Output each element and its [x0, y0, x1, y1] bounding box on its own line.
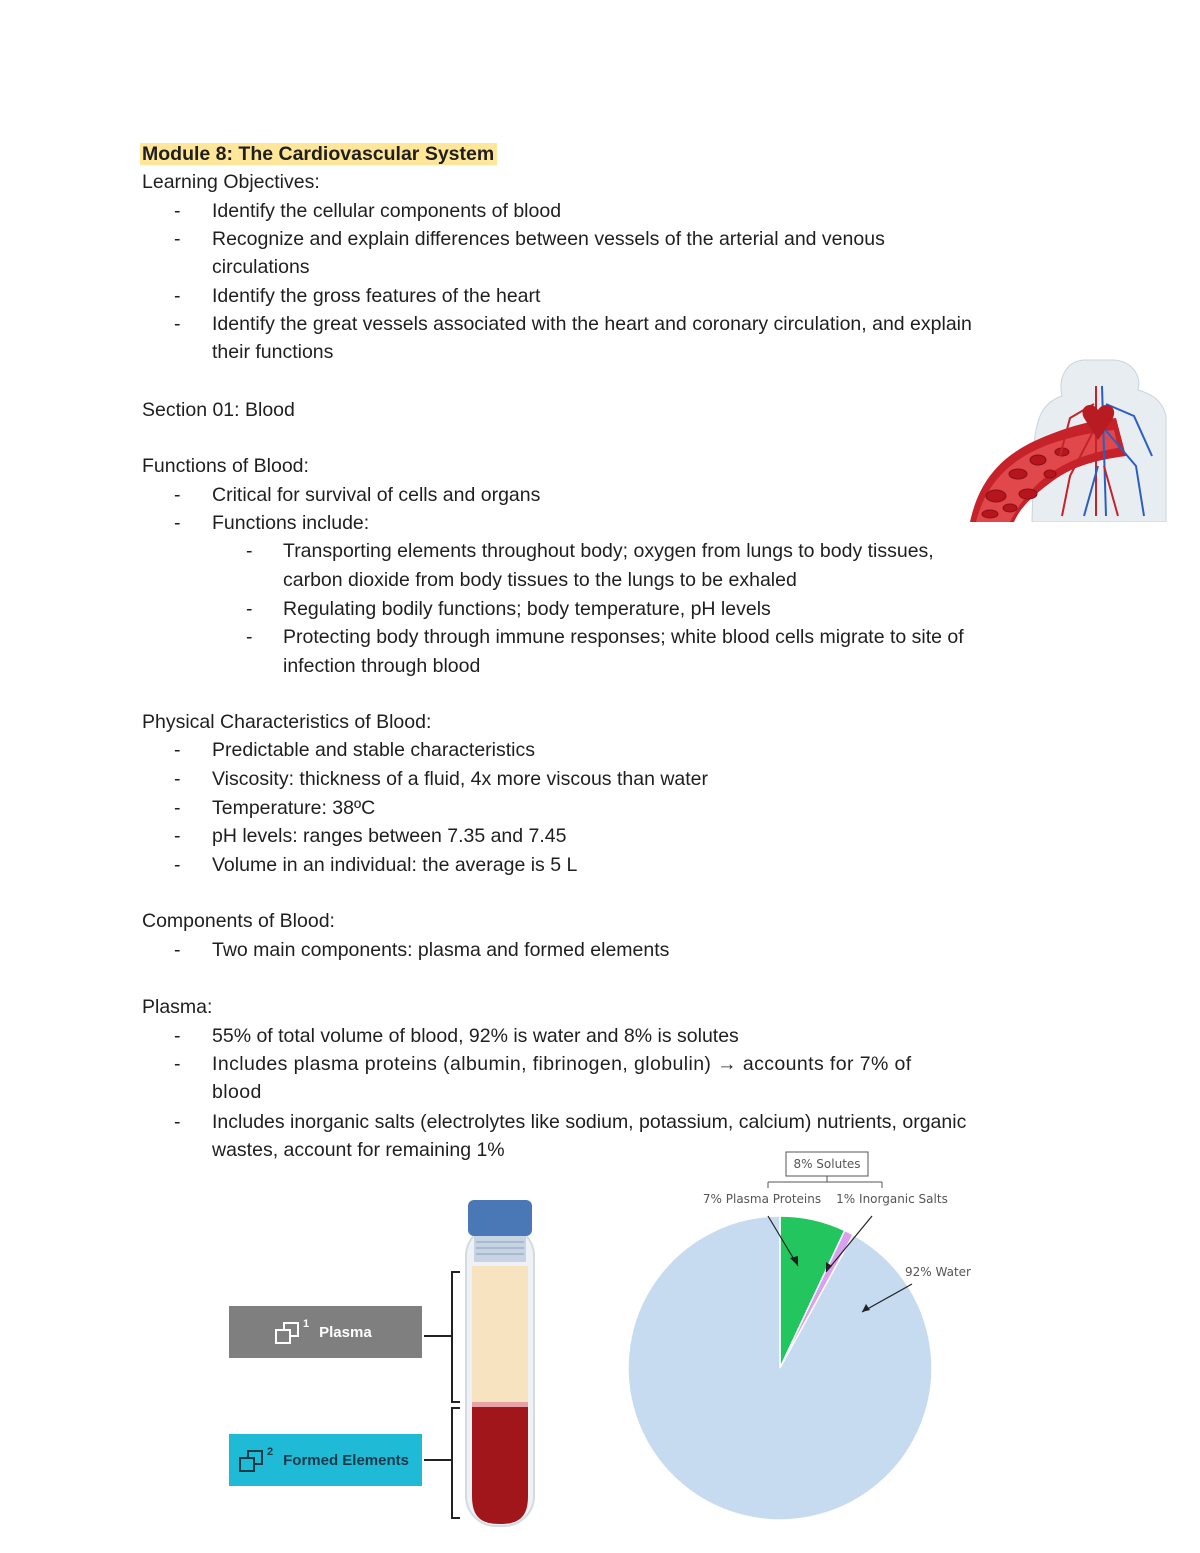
physical-item: pH levels: ranges between 7.35 and 7.45 [212, 825, 567, 847]
plasma-item: 55% of total volume of blood, 92% is water and 8% is solutes [212, 1025, 739, 1047]
plasma-item-cont: wastes, account for remaining 1% [212, 1139, 505, 1161]
function-subitem: Regulating bodily functions; body temperature, pH levels [283, 598, 771, 620]
bullet-dash: - [174, 285, 181, 307]
bullet-dash: - [174, 768, 181, 790]
function-subitem-cont: carbon dioxide from body tissues to the lungs to be exhaled [283, 569, 797, 591]
bullet-dash: - [174, 484, 181, 506]
module-title-wrap [140, 140, 497, 169]
objective-item-cont: their functions [212, 341, 334, 363]
pie-label-salts: 1% Inorganic Salts [836, 1192, 948, 1206]
objective-item: Identify the cellular components of blood [212, 200, 562, 222]
components-heading: Components of Blood: [142, 910, 335, 932]
sub-bullet-dash: - [246, 540, 253, 562]
physical-item: Viscosity: thickness of a fluid, 4x more viscous than water [212, 768, 709, 790]
physical-heading: Physical Characteristics of Blood: [142, 711, 432, 733]
layers-icon [275, 1322, 297, 1342]
plasma-item: Includes plasma proteins (albumin, fibrinogen, globulin) → accounts for 7% of [212, 1053, 912, 1075]
bullet-dash: - [174, 797, 181, 819]
solutes-bracket [768, 1176, 882, 1188]
formed-label-number: 2 [267, 1446, 274, 1458]
module-title: Module 8: The Cardiovascular System [140, 143, 497, 165]
circulatory-illustration [966, 356, 1170, 522]
pie-label-proteins: 7% Plasma Proteins [702, 1192, 822, 1206]
physical-item: Volume in an individual: the average is 5 L [212, 854, 578, 876]
plasma-label-text: Plasma [319, 1323, 372, 1341]
sub-bullet-dash: - [246, 626, 253, 648]
bullet-dash: - [174, 200, 181, 222]
sub-bullet-dash: - [246, 598, 253, 620]
components-item: Two main components: plasma and formed elements [212, 939, 670, 961]
formed-label-text: Formed Elements [283, 1451, 409, 1469]
layers-icon [239, 1450, 261, 1470]
function-item: Functions include: [212, 512, 370, 534]
pie-slices [628, 1216, 932, 1520]
bullet-dash: - [174, 825, 181, 847]
plasma-item-cont: blood [212, 1081, 262, 1103]
bullet-dash: - [174, 228, 181, 250]
bullet-dash: - [174, 854, 181, 876]
objective-item: Identify the gross features of the heart [212, 285, 541, 307]
plasma-heading: Plasma: [142, 996, 213, 1018]
plasma-item: Includes inorganic salts (electrolytes like sodium, potassium, calcium) nutrients, organic [212, 1111, 967, 1133]
plasma-label [229, 1306, 422, 1358]
physical-item: Predictable and stable characteristics [212, 739, 535, 761]
objective-item: Identify the great vessels associated with the heart and coronary circulation, and explain [212, 313, 972, 335]
bullet-dash: - [174, 313, 181, 335]
objective-item-cont: circulations [212, 256, 310, 278]
bullet-dash: - [174, 512, 181, 534]
function-subitem: Protecting body through immune responses; white blood cells migrate to site of [283, 626, 964, 648]
learning-objectives-heading: Learning Objectives: [142, 171, 320, 193]
bullet-dash: - [174, 939, 181, 961]
function-subitem-cont: infection through blood [283, 655, 481, 677]
bullet-dash: - [174, 1053, 181, 1075]
pie-slice-water [628, 1216, 932, 1520]
bullet-dash: - [174, 739, 181, 761]
objective-item: Recognize and explain differences between vessels of the arterial and venous [212, 228, 885, 250]
pie-label-water: 92% Water [905, 1265, 971, 1279]
section-heading: Section 01: Blood [142, 399, 295, 421]
plasma-label-number: 1 [303, 1318, 310, 1330]
function-subitem: Transporting elements throughout body; oxygen from lungs to body tissues, [283, 540, 934, 562]
blood-tube-figure [420, 1196, 550, 1536]
bullet-dash: - [174, 1025, 181, 1047]
formed-elements-label [229, 1434, 422, 1486]
plasma-composition-pie-chart [600, 1148, 980, 1528]
solutes-label: 8% Solutes [793, 1157, 861, 1171]
function-item: Critical for survival of cells and organs [212, 484, 541, 506]
physical-item: Temperature: 38ºC [212, 797, 376, 819]
functions-heading: Functions of Blood: [142, 455, 309, 477]
bullet-dash: - [174, 1111, 181, 1133]
